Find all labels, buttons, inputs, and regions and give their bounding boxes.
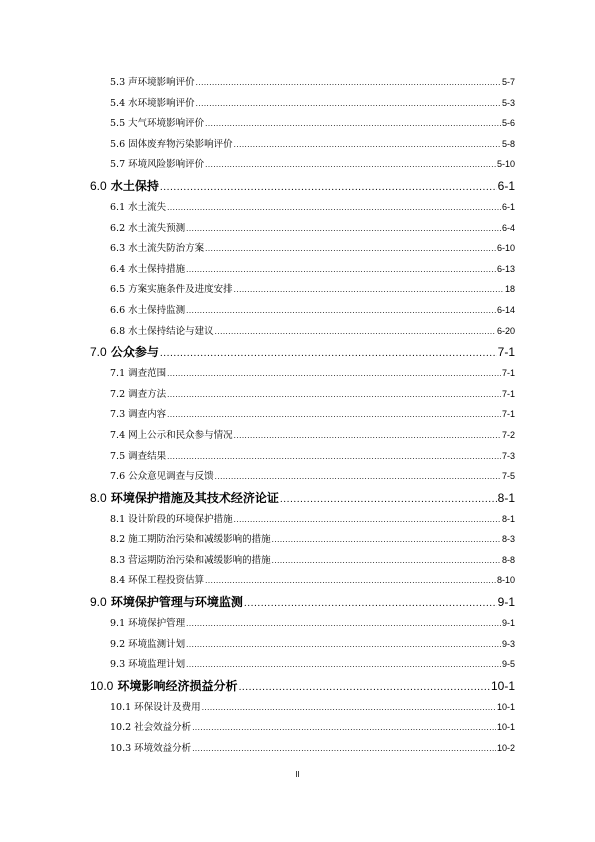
toc-entry-title: 9.1 环境保护管理 bbox=[110, 618, 186, 630]
toc-page-number: 10-2 bbox=[496, 743, 515, 754]
toc-entry-title: 10.1 环保设计及费用 bbox=[110, 701, 201, 713]
toc-entry-title: 8.4 环保工程投资估算 bbox=[110, 575, 205, 587]
toc-section-entry[interactable] bbox=[110, 446, 515, 467]
toc-entry-title: 5.7 环境风险影响评价 bbox=[110, 159, 205, 171]
toc-page-number: 5-8 bbox=[501, 138, 515, 149]
toc-entry-title: 6.3 水土流失防治方案 bbox=[110, 243, 205, 255]
toc-page-number: 7-1 bbox=[501, 388, 515, 399]
toc-dot-leader bbox=[272, 530, 501, 550]
toc-entry-title: 8.3 营运期防治污染和减缓影响的措施 bbox=[110, 554, 271, 566]
toc-section-entry[interactable] bbox=[110, 279, 515, 300]
toc-page-number: 9-5 bbox=[501, 659, 515, 670]
toc-section-entry[interactable] bbox=[110, 404, 515, 425]
toc-page-number: 6-1 bbox=[501, 201, 515, 212]
toc-section-entry[interactable] bbox=[110, 134, 515, 155]
toc-chapter-title: 环境保护管理与环境监测 bbox=[110, 595, 243, 610]
toc-entry-title: 7.3 调查内容 bbox=[110, 409, 167, 421]
toc-dot-leader bbox=[205, 114, 501, 134]
toc-entry-title: 9.2 环境监测计划 bbox=[110, 638, 186, 650]
toc-section-entry[interactable] bbox=[110, 154, 515, 175]
toc-page-number: 8-1 bbox=[497, 490, 515, 505]
toc-section-entry[interactable] bbox=[110, 300, 515, 321]
toc-dot-leader bbox=[186, 260, 496, 280]
toc-section-entry[interactable] bbox=[110, 218, 515, 239]
toc-page-number: 10-1 bbox=[496, 701, 515, 712]
toc-entry-title: 7.6 公众意见调查与反馈 bbox=[110, 471, 214, 483]
toc-entry-title bbox=[90, 175, 159, 197]
toc-section-entry[interactable] bbox=[110, 72, 515, 93]
toc-entry-title: 8.1 设计阶段的环境保护措施 bbox=[110, 513, 233, 525]
toc-section-entry[interactable] bbox=[110, 93, 515, 114]
toc-dot-leader bbox=[186, 614, 501, 634]
toc-section-entry[interactable] bbox=[110, 654, 515, 675]
toc-dot-leader bbox=[272, 551, 501, 571]
toc-section-entry[interactable] bbox=[110, 321, 515, 342]
toc-section-entry[interactable] bbox=[110, 634, 515, 655]
toc-page-number: 6-4 bbox=[501, 222, 515, 233]
toc-page-number: 6-1 bbox=[497, 178, 515, 193]
toc-section-entry[interactable] bbox=[110, 717, 515, 738]
toc-dot-leader bbox=[196, 73, 501, 93]
toc-section-entry[interactable] bbox=[110, 113, 515, 134]
toc-page-number: 8-10 bbox=[496, 575, 515, 586]
toc-page-number: 8-8 bbox=[501, 554, 515, 565]
toc-page-number: 6-10 bbox=[496, 243, 515, 254]
toc-dot-leader bbox=[234, 280, 504, 300]
toc-entry-title: 6.5 方案实施条件及进度安排 bbox=[110, 284, 233, 296]
toc-section-entry[interactable] bbox=[110, 697, 515, 718]
toc-section-entry[interactable] bbox=[110, 197, 515, 218]
toc-dot-leader bbox=[186, 635, 501, 655]
toc-chapter-entry[interactable] bbox=[90, 675, 515, 697]
toc-page-number: 7-1 bbox=[501, 368, 515, 379]
toc-chapter-title: 水土保持 bbox=[110, 178, 159, 193]
toc-dot-leader bbox=[160, 177, 497, 197]
toc-page-number: 6-14 bbox=[496, 304, 515, 315]
toc-dot-leader bbox=[205, 239, 496, 259]
toc-page-number: 6-20 bbox=[496, 325, 515, 336]
toc-dot-leader bbox=[167, 198, 501, 218]
toc-dot-leader bbox=[280, 489, 497, 509]
toc-chapter-entry[interactable] bbox=[90, 487, 515, 509]
toc-section-entry[interactable] bbox=[110, 529, 515, 550]
toc-page-number: 7-1 bbox=[497, 345, 515, 360]
toc-section-entry[interactable] bbox=[110, 384, 515, 405]
toc-page-number: 5-7 bbox=[501, 77, 515, 87]
toc-entry-title: 8.2 施工期防治污染和减缓影响的措施 bbox=[110, 534, 271, 546]
toc-entry-title: 5.4 水环境影响评价 bbox=[110, 97, 195, 109]
toc-entry-title bbox=[90, 591, 243, 613]
toc-dot-leader bbox=[205, 155, 496, 175]
toc-chapter-number: 8.0 bbox=[90, 490, 107, 505]
toc-dot-leader bbox=[192, 739, 496, 759]
toc-page-number: 5-10 bbox=[496, 159, 515, 170]
toc-entry-title: 10.2 社会效益分析 bbox=[110, 722, 192, 734]
toc-entry-title bbox=[90, 675, 238, 697]
toc-section-entry[interactable] bbox=[110, 570, 515, 591]
toc-page-number: 10-1 bbox=[490, 678, 515, 693]
toc-section-entry[interactable] bbox=[110, 425, 515, 446]
toc-dot-leader bbox=[205, 571, 496, 591]
toc-dot-leader bbox=[167, 447, 501, 467]
toc-page-number: 5-6 bbox=[501, 118, 515, 129]
toc-dot-leader bbox=[202, 698, 496, 718]
toc-dot-leader bbox=[244, 593, 497, 613]
toc-chapter-title: 环境保护措施及其技术经济论证 bbox=[110, 490, 279, 505]
toc-dot-leader bbox=[215, 322, 496, 342]
toc-page-number: 8-3 bbox=[501, 534, 515, 545]
toc-dot-leader bbox=[167, 405, 501, 425]
toc-page-number: 9-1 bbox=[497, 595, 515, 610]
toc-entry-title bbox=[90, 341, 159, 363]
toc-section-entry[interactable] bbox=[110, 363, 515, 384]
toc-dot-leader bbox=[167, 385, 501, 405]
toc-page-number: 7-1 bbox=[501, 409, 515, 420]
toc-dot-leader bbox=[192, 718, 496, 738]
toc-page-number: 5-3 bbox=[501, 97, 515, 108]
toc-dot-leader bbox=[234, 135, 501, 155]
toc-page-number: 8-1 bbox=[501, 513, 515, 524]
toc-page-number: 10-1 bbox=[496, 722, 515, 733]
toc-section-entry[interactable] bbox=[110, 509, 515, 530]
toc-entry-title: 6.4 水土保持措施 bbox=[110, 263, 186, 275]
toc-entry-title: 7.2 调查方法 bbox=[110, 388, 167, 400]
table-of-contents bbox=[0, 72, 595, 759]
toc-section-entry[interactable] bbox=[110, 259, 515, 280]
toc-dot-leader bbox=[167, 364, 501, 384]
toc-entry-title bbox=[90, 487, 279, 509]
toc-entry-title: 6.8 水土保持结论与建议 bbox=[110, 325, 214, 337]
page-footer-number: II bbox=[295, 770, 300, 779]
toc-dot-leader bbox=[234, 426, 501, 446]
toc-dot-leader bbox=[186, 301, 496, 321]
toc-entry-title: 9.3 环境监理计划 bbox=[110, 659, 186, 671]
toc-section-entry[interactable] bbox=[110, 550, 515, 571]
toc-page-number: 7-5 bbox=[501, 471, 515, 482]
toc-section-entry[interactable] bbox=[110, 738, 515, 759]
toc-entry-title: 5.6 固体废弃物污染影响评价 bbox=[110, 138, 233, 150]
toc-chapter-number: 7.0 bbox=[90, 345, 107, 360]
toc-section-entry[interactable] bbox=[110, 613, 515, 634]
toc-page-number: 6-13 bbox=[496, 263, 515, 274]
toc-chapter-title: 公众参与 bbox=[110, 345, 159, 360]
toc-entry-title: 6.1 水土流失 bbox=[110, 201, 167, 213]
toc-page-number: 7-2 bbox=[501, 429, 515, 440]
toc-chapter-entry[interactable] bbox=[90, 175, 515, 197]
toc-entry-title: 5.3 声环境影响评价 bbox=[110, 77, 195, 88]
toc-entry-title: 6.6 水土保持监测 bbox=[110, 304, 186, 316]
toc-entry-title: 7.5 调查结果 bbox=[110, 450, 167, 462]
toc-page-number: 7-3 bbox=[501, 450, 515, 461]
toc-entry-title: 6.2 水土流失预测 bbox=[110, 222, 186, 234]
toc-dot-leader bbox=[234, 510, 501, 530]
toc-page-number: 9-1 bbox=[501, 618, 515, 629]
toc-section-entry[interactable] bbox=[110, 238, 515, 259]
toc-chapter-entry[interactable] bbox=[90, 341, 515, 363]
toc-dot-leader bbox=[186, 655, 501, 675]
toc-dot-leader bbox=[186, 219, 501, 239]
toc-chapter-entry[interactable] bbox=[90, 591, 515, 613]
toc-chapter-number: 10.0 bbox=[90, 678, 114, 693]
toc-dot-leader bbox=[160, 343, 497, 363]
toc-dot-leader bbox=[239, 677, 490, 697]
toc-entry-title: 7.4 网上公示和民众参与情况 bbox=[110, 429, 233, 441]
toc-entry-title: 7.1 调查范围 bbox=[110, 368, 167, 380]
toc-page-number: 9-3 bbox=[501, 638, 515, 649]
toc-dot-leader bbox=[215, 467, 501, 487]
toc-page-number: 18 bbox=[504, 284, 515, 295]
toc-entry-title: 5.5 大气环境影响评价 bbox=[110, 118, 205, 130]
toc-dot-leader bbox=[196, 94, 501, 114]
toc-chapter-number: 6.0 bbox=[90, 178, 107, 193]
toc-section-entry[interactable] bbox=[110, 466, 515, 487]
toc-chapter-number: 9.0 bbox=[90, 595, 107, 610]
toc-entry-title: 10.3 环境效益分析 bbox=[110, 743, 192, 755]
toc-chapter-title: 环境影响经济损益分析 bbox=[117, 678, 238, 693]
